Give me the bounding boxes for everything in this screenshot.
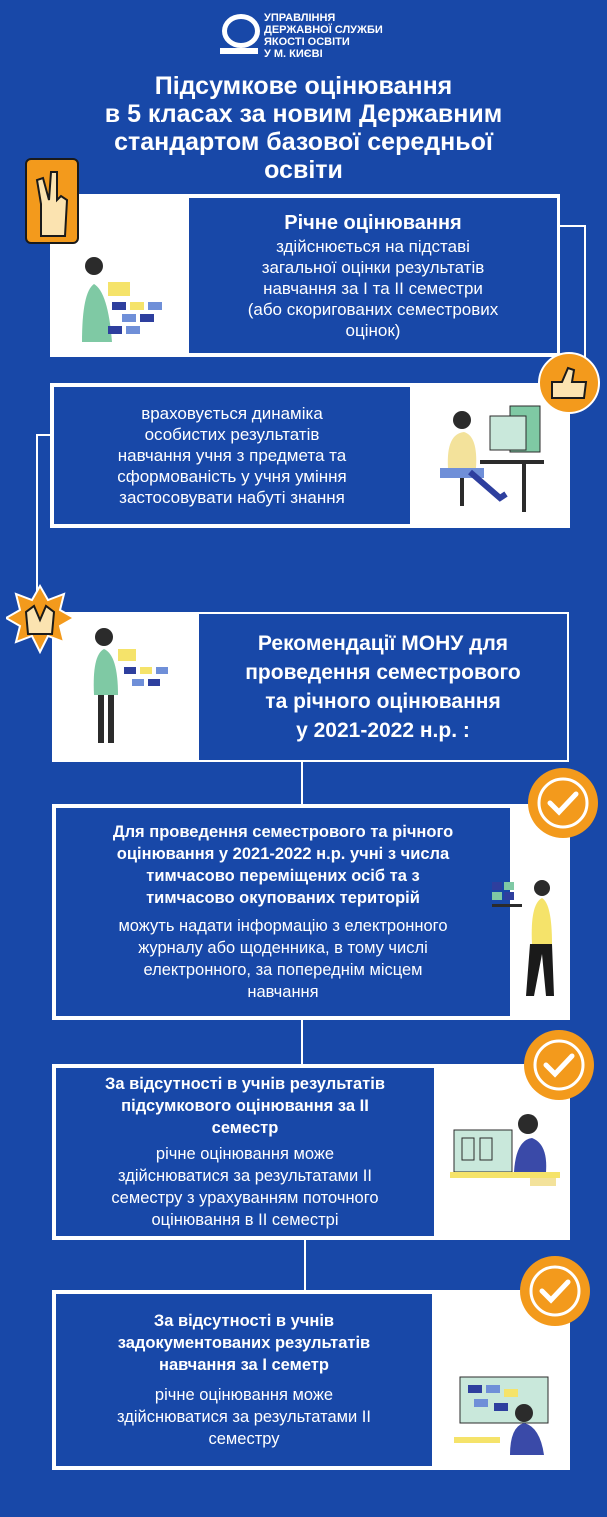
text-line: річне оцінювання може (155, 1145, 335, 1163)
connector (301, 760, 303, 804)
no-first-semester-box (54, 1292, 434, 1468)
annual-assessment-box (187, 196, 559, 355)
text-line: враховується динаміка (141, 404, 323, 423)
title-line: освіти (264, 156, 343, 184)
text-line: застосовувати набуті знання (119, 488, 345, 507)
connector (36, 434, 38, 602)
heading-line: підсумкового оцінювання за ІІ (121, 1097, 369, 1115)
page-title (0, 72, 607, 184)
person-at-computer-illustration (430, 402, 546, 514)
annual-assessment-heading: Річне оцінювання (284, 212, 462, 234)
text-line: загальної оцінки результатів (261, 258, 485, 277)
text-line: навчання за І та ІІ семестри (263, 279, 483, 298)
text-line: семестру (208, 1430, 280, 1448)
heading-line: За відсутності в учнів (153, 1312, 335, 1330)
connector (560, 225, 586, 227)
heading-line: задокументованих результатів (117, 1334, 371, 1352)
checkmark-icon (528, 768, 598, 838)
no-second-semester-box (54, 1066, 436, 1238)
heading-line: За відсутності в учнів результатів (105, 1075, 385, 1093)
woman-with-papers-illustration (90, 625, 170, 747)
logo-line: У М. КИЄВІ (264, 48, 323, 60)
text-line: оцінювання в ІІ семестрі (151, 1211, 339, 1229)
text-line: оцінок) (345, 321, 401, 340)
heading-line: оцінювання у 2021-2022 н.р. учні з числа (116, 845, 450, 863)
text-line: здійснюватися за результатами ІІ (117, 1408, 371, 1426)
heading-line: тимчасово окупованих територій (146, 889, 420, 907)
text-line: річне оцінювання може (154, 1386, 334, 1404)
title-line: в 5 класах за новим Державним (104, 100, 503, 128)
fingers-crossed-icon (25, 158, 79, 244)
heading-line: Рекомендації МОНУ для (257, 632, 509, 655)
woman-with-tablet-illustration (78, 252, 166, 342)
annual-assessment-text (248, 236, 499, 341)
text-line: можуть надати інформацію з електронного (118, 917, 448, 935)
dynamics-text (117, 403, 347, 508)
checkmark-icon (520, 1256, 590, 1326)
connector (301, 1020, 303, 1064)
woman-at-laptop-illustration (454, 1375, 554, 1457)
logo-icon (222, 14, 260, 48)
thumbs-up-icon (538, 352, 600, 414)
logo-bar (220, 48, 258, 54)
connector (304, 1240, 306, 1290)
heading-line: тимчасово переміщених осіб та з (146, 867, 420, 885)
text-line: здійснюватися за результатами ІІ (118, 1167, 372, 1185)
heading-line: Для проведення семестрового та річного (112, 823, 454, 841)
no-first-semester-text (117, 1384, 371, 1450)
text-line: журналу або щоденника, в тому числі (138, 939, 428, 957)
no-first-semester-heading (118, 1310, 370, 1376)
text-line: здійснюється на підставі (276, 237, 470, 256)
text-line: електронного, за попереднім місцем (143, 961, 423, 979)
dynamics-box (52, 385, 412, 526)
displaced-students-box (54, 806, 512, 1018)
checkmark-icon (524, 1030, 594, 1100)
logo-line: УПРАВЛІННЯ (264, 12, 336, 24)
connector (584, 225, 586, 365)
title-line: Підсумкове оцінювання (154, 72, 453, 100)
logo-text (264, 12, 383, 60)
woman-at-board-illustration (490, 878, 562, 1002)
displaced-students-text (118, 915, 447, 1003)
text-line: сформованість у учня уміння (117, 467, 347, 486)
text-line: особистих результатів (144, 425, 320, 444)
recommendations-heading (245, 629, 521, 745)
heading-line: та річного оцінювання (265, 690, 501, 713)
title-line: стандартом базової середньої (114, 128, 493, 156)
text-line: (або скоригованих семестрових (247, 300, 499, 319)
logo-line: ЯКОСТІ ОСВІТИ (264, 36, 350, 48)
displaced-students-heading (113, 821, 453, 909)
no-second-semester-heading (105, 1073, 385, 1139)
heading-line: навчання за І семетр (159, 1356, 329, 1374)
text-line: навчання учня з предмета та (117, 446, 347, 465)
no-second-semester-text (111, 1143, 378, 1231)
text-line: семестру з урахуванням поточного (111, 1189, 379, 1207)
clapping-hands-icon (6, 584, 74, 654)
heading-line: семестр (211, 1119, 279, 1137)
recommendations-box (197, 612, 569, 762)
woman-at-desk-illustration (450, 1110, 562, 1190)
text-line: навчання (247, 983, 319, 1001)
logo-line: ДЕРЖАВНОЇ СЛУЖБИ (264, 24, 383, 36)
heading-line: у 2021-2022 н.р. : (296, 719, 470, 742)
heading-line: проведення семестрового (245, 661, 521, 684)
